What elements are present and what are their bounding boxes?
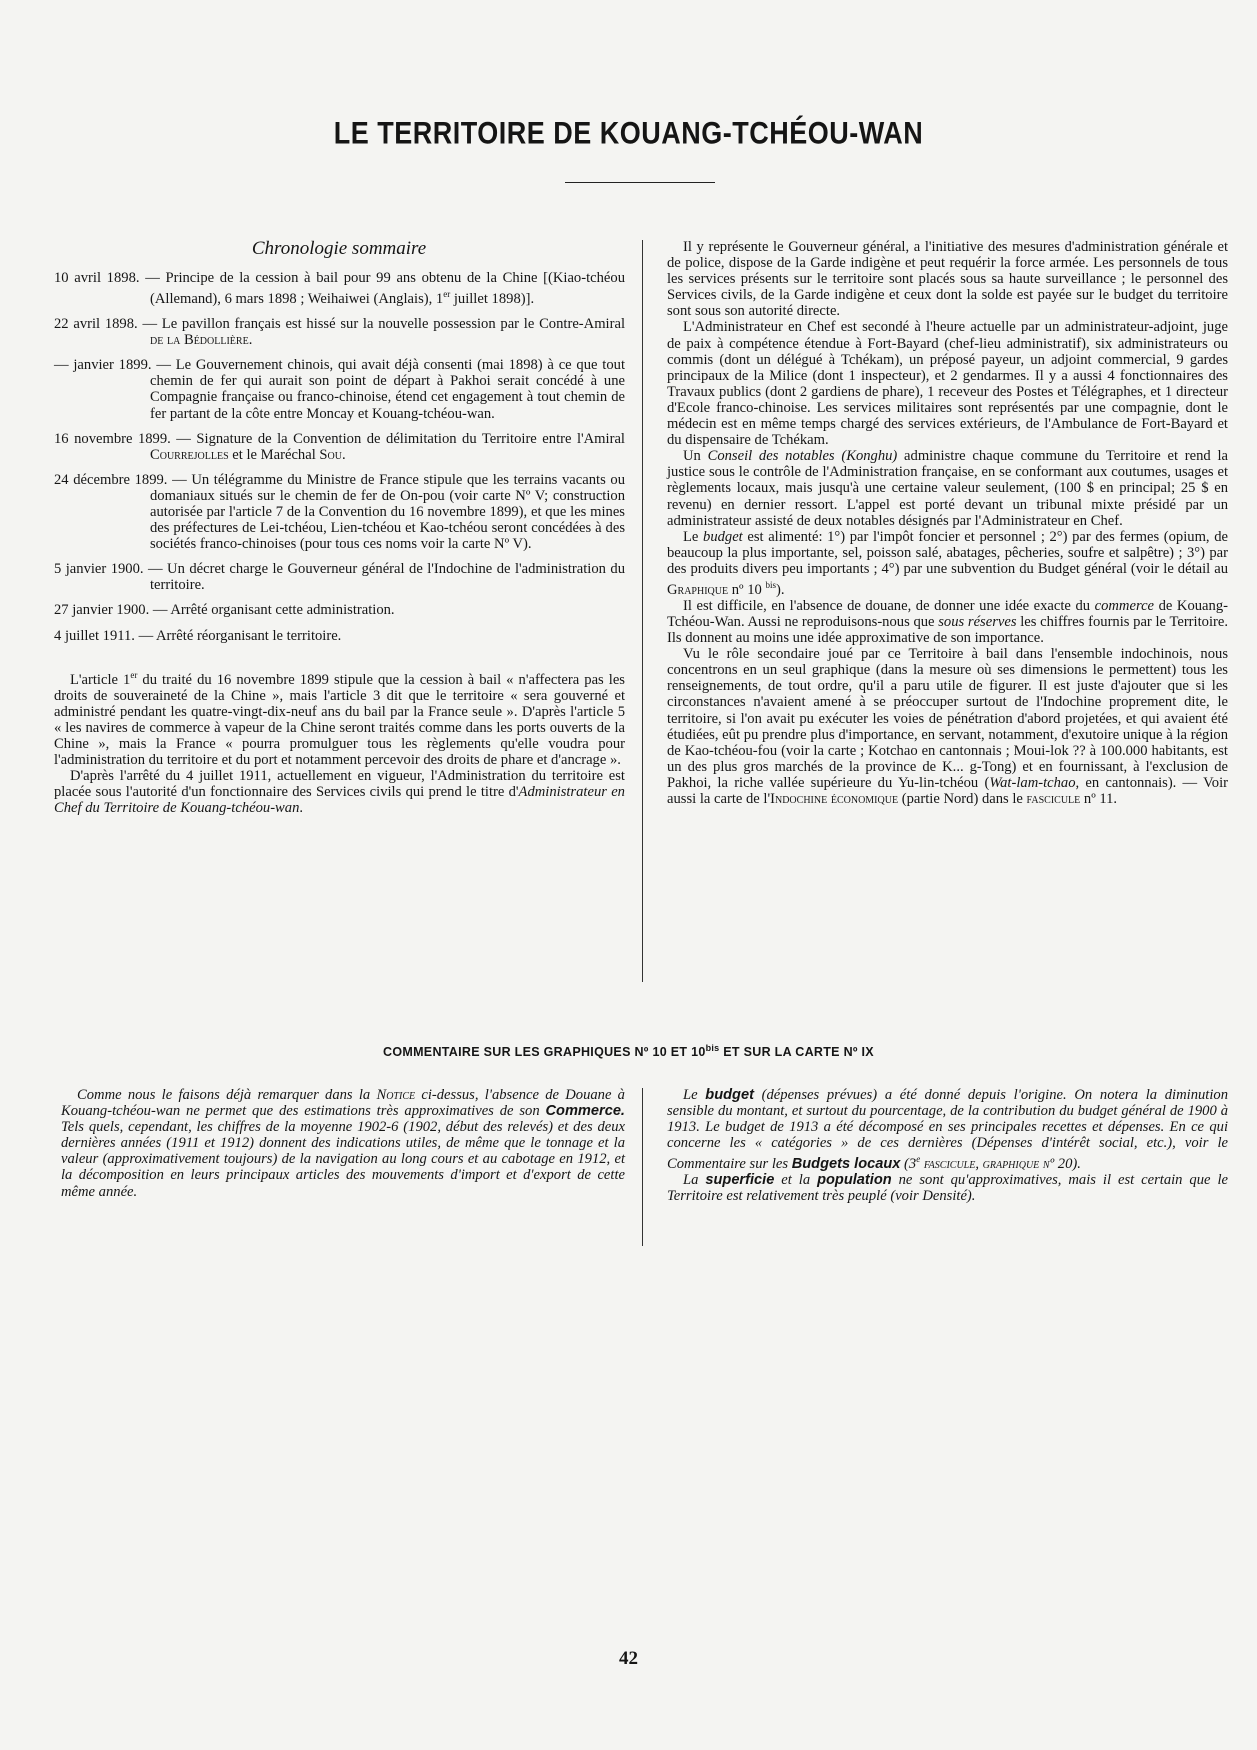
text-segment: Graphique xyxy=(667,581,729,598)
text-segment: L'article 1 xyxy=(70,671,131,688)
text-segment: — Le Gouvernement chinois, qui avait déjà consenti (mai 1898) à ce que tout chemin de fer qui aurait son point de départ à Pakhoi serait concédé à une Compagnie française ou franco-chinoise, étend cet engagement à tout chemin de fer partant de la côte entre Moncay et Kouang-tchéou-wan. xyxy=(150,357,625,422)
text-segment: bis xyxy=(765,579,776,590)
chronology-entry xyxy=(54,316,625,348)
text-segment: Comme nous le faisons déjà remarquer dans la xyxy=(77,1087,377,1103)
paragraph xyxy=(667,319,1228,448)
text-segment: ). xyxy=(776,581,785,598)
section-heading-b: ET SUR LA CARTE Nº IX xyxy=(719,1045,874,1060)
right-column xyxy=(667,239,1228,807)
text-segment: Courrejolles xyxy=(150,446,229,463)
text-segment: ci-dessus, l'absence de Douane à Kouang-tchéou-wan ne permet que des estimations très approximatives de son xyxy=(61,1087,625,1120)
text-segment: nº 11. xyxy=(1080,791,1118,808)
paragraph xyxy=(54,667,625,768)
text-segment: administre chaque commune du Territoire et rend la justice sous le contrôle de l'Administration française, en se conformant aux coutumes, usages et règlements locaux, mais jusqu'à une certaine valeur seulement, (100 $ en principal; 25 $ en revenu) en dernier ressort. L'appel est porté devant un tribunal mixte présidé par un administrateur assisté de deux notables désignés par l'Administrateur en Chef. xyxy=(667,448,1228,529)
chronology-entry xyxy=(54,602,625,618)
section-heading-sup: bis xyxy=(705,1043,720,1053)
paragraph xyxy=(667,598,1228,646)
text-segment: Il est difficile, en l'absence de douane, de donner une idée exacte du xyxy=(683,597,1095,614)
chronology-heading: Chronologie sommaire xyxy=(251,238,427,259)
paragraph xyxy=(61,1087,625,1200)
text-segment: Un xyxy=(683,448,708,465)
paragraph xyxy=(54,768,625,816)
text-segment: Indochine économique xyxy=(770,791,899,808)
text-segment: sous réserves xyxy=(938,614,1017,631)
text-segment: (3 xyxy=(900,1156,917,1173)
text-segment: Conseil des notables (Konghu) xyxy=(707,448,898,465)
text-segment: fascicule xyxy=(1026,791,1081,808)
text-segment: Budgets locaux xyxy=(791,1156,901,1173)
text-segment: population xyxy=(817,1172,892,1189)
text-segment: (dépenses prévues) a été donné depuis l'origine. On notera la diminution sensible du montant, et surtout du pourcentage, de la contribution du budget général de 1900 à 1913. Le budget de 1913 a été décomposé en ses principales recettes et dépenses. En ce qui concerne les « catégories » de ces dernières (Dépenses d'intérêt social, etc.), voir le Commentaire sur les xyxy=(667,1087,1228,1173)
text-segment: commerce xyxy=(1094,597,1155,614)
text-segment: . xyxy=(341,446,346,463)
text-segment: Administrateur en Chef du Territoire de Kouang-tchéou-wan xyxy=(54,784,625,817)
title-rule xyxy=(565,182,715,183)
bottom-right-column xyxy=(667,1087,1228,1205)
text-segment: du traité du 16 novembre 1899 stipule que la cession à bail « n'affectera pas les droits de souveraineté de la Chine », mais l'article 3 dit que le territoire « sera gouverné et administré pendant les quatre-vingt-dix-neuf ans du bail par la France seule ». D'après l'article 5 « les navires de commerce à vapeur de la Chine seront traités comme dans les ports ouverts de la Chine », mais la France « pourra promulguer tous les règlements qu'elle voudra pour l'administration du territoire et du port et notamment percevoir des droits de phare et d'ancrage ». xyxy=(54,671,625,768)
text-segment: er xyxy=(130,669,138,680)
paragraph xyxy=(667,448,1228,528)
paragraph xyxy=(667,1087,1228,1172)
left-column xyxy=(54,270,625,816)
chronology-entry xyxy=(54,472,625,552)
entry-date: — janvier 1899. xyxy=(54,357,152,374)
text-segment: budget xyxy=(703,528,743,545)
section-heading-a: COMMENTAIRE SUR LES GRAPHIQUES Nº 10 ET 10 xyxy=(383,1045,706,1060)
text-segment: les chiffres fournis par le Territoire. Ils donnent au moins une idée approximative de son importance. xyxy=(667,614,1228,647)
text-segment: Le xyxy=(683,1087,706,1103)
text-segment: de la Bédollière xyxy=(150,332,249,349)
text-segment: Il y représente le Gouverneur général, a l'initiative des mesures d'administration générale et de police, dispose de la Garde indigène et peut requérir la force armée. Les personnels de tous les services présents sur le territoire sont placés sous sa haute surveillance ; le personnel des Services civils, de la Garde indigène et ceux dont la solde est payée sur le budget du territoire sont sous son autorité directe. xyxy=(667,239,1228,320)
paragraph xyxy=(667,1172,1228,1204)
chronology-entry xyxy=(54,431,625,463)
text-segment: Vu le rôle secondaire joué par ce Territoire à bail dans l'ensemble indochinois, nous concentrons en un seul graphique (dans la mesure où ses dimensions le permettent) tous les renseignements, de tout ordre, qu'il a paru utile de figurer. Il est juste d'ajouter que si les circonstances n'avaient amené à se préoccuper surtout de l'Indochine proprement dite, le territoire, si l'on avait pu exécuter les voies de pénétration d'abord projetées, et qui avaient été étudiées, eût pu prendre plus d'importance, en servant, notamment, d'exutoire unique à la région de Kao-tchéou-fou (voir la carte ; Kotchao en cantonnais ; Moui-lok ?? à 100.000 habitants, est un des plus gros marchés de la province de K... g-Tong) et en fournissant, à l'exclusion de Pakhoi, la riche vallée supérieure du Yu-lin-tchéou ( xyxy=(667,646,1228,791)
entry-date: 22 avril 1898. xyxy=(54,316,138,333)
text-segment: ne sont qu'approximatives, mais il est certain que le Territoire est relativement très peuplé (voir Densité). xyxy=(667,1172,1228,1205)
text-segment: juillet 1898)]. xyxy=(450,290,535,307)
text-segment: — Arrêté réorganisant le territoire. xyxy=(134,627,342,644)
text-segment: Notice xyxy=(376,1087,416,1103)
text-segment: et le Maréchal xyxy=(228,446,320,463)
text-segment: L'Administrateur en Chef est secondé à l'heure actuelle par un administrateur-adjoint, juge de paix à compétence étendue à Fort-Bayard (chef-lieu administratif), six administrateurs ou commis (dont un délégué à Tchékam), un préposé payeur, un adjoint commercial, 9 gardes principaux de la Milice (dont 1 inspecteur), et 2 gendarmes. Il y a aussi 4 fonctionnaires des Travaux publics (dont 2 gardiens de phare), 1 receveur des Postes et Télégraphes, et 1 directeur d'Ecole franco-chinoise. Les services militaires sont représentés par une compagnie, dont le médecin est en même temps chargé des services extérieurs, de l'Ambulance de Fort-Bayard et du dispensaire de Tchékam. xyxy=(667,319,1228,449)
text-segment: — Principe de la cession à bail pour 99 ans obtenu de la Chine [(Kiao-tchéou (Allemand), 6 mars 1898 ; Weihaiwei (Anglais), 1 xyxy=(139,270,625,307)
chronology-list xyxy=(54,270,625,644)
text-segment: — Signature de la Convention de délimitation du Territoire entre l'Amiral xyxy=(170,430,625,447)
chronology-entry xyxy=(54,561,625,593)
text-segment: — Un télégramme du Ministre de France stipule que les terrains vacants ou domaniaux situés sur le chemin de fer de On-pou (voir carte Nº V; construction autorisée par l'article 7 de la Convention du 16 novembre 1899), et que les mines des préfectures de Lei-tchéou, Lien-tchéou et Kao-tchéou seront concédées à des sociétés franco-chinoises (pour tous ces noms voir la carte Nº V). xyxy=(150,471,625,553)
text-segment: (partie Nord) dans le xyxy=(898,791,1027,808)
text-segment: Wat-lam-tchao xyxy=(989,774,1076,791)
bottom-left-column xyxy=(61,1087,625,1200)
text-segment: — Arrêté organisant cette administration. xyxy=(149,602,395,619)
entry-date: 16 novembre 1899. xyxy=(54,430,171,447)
chronology-entry xyxy=(54,270,625,307)
text-segment: Le xyxy=(683,528,704,545)
left-paragraphs xyxy=(54,667,625,817)
column-divider xyxy=(642,240,643,982)
text-segment: — Le pavillon français est hissé sur la nouvelle possession par le Contre-Amiral xyxy=(137,316,625,333)
column-divider-bottom xyxy=(642,1088,643,1246)
text-segment: fascicule, graphique nº 20). xyxy=(920,1156,1081,1173)
text-segment: D'après l'arrêté du 4 juillet 1911, actuellement en vigueur, l'Administration du territoire est placée sous l'autorité d'un fonctionnaire des Services civils qui prend le titre d' xyxy=(54,768,625,801)
text-segment: Commerce. xyxy=(545,1103,625,1120)
text-segment: est alimenté: 1°) par l'impôt foncier et personnel ; 2°) par des fermes (opium, de beaucoup la plus importante, sel, poisson salé, abatages, pêcheries, soufre et salpêtre) ; 3°) par des produits divers peu importants ; 4°) par une subvention du Budget général (voir le détail au xyxy=(667,528,1228,577)
page-title: LE TERRITOIRE DE KOUANG-TCHÉOU-WAN xyxy=(333,115,924,151)
text-segment: er xyxy=(443,289,451,300)
text-segment: — Un décret charge le Gouverneur général de l'Indochine de l'administration du territoire. xyxy=(143,561,625,594)
paragraph xyxy=(667,529,1228,598)
entry-date: 24 décembre 1899. xyxy=(54,471,168,488)
section-heading xyxy=(0,1043,1257,1059)
text-segment: La xyxy=(683,1172,706,1189)
text-segment: e xyxy=(916,1154,921,1165)
text-segment: Sou xyxy=(319,446,342,463)
entry-date: 5 janvier 1900. xyxy=(54,561,144,578)
page-number: 42 xyxy=(619,1648,638,1669)
text-segment: . xyxy=(248,332,253,349)
text-segment: nº 10 xyxy=(728,581,766,598)
paragraph xyxy=(667,646,1228,807)
text-segment: et la xyxy=(774,1172,818,1189)
entry-date: 4 juillet 1911. xyxy=(54,627,135,644)
chronology-entry xyxy=(54,357,625,421)
entry-date: 27 janvier 1900. xyxy=(54,602,150,619)
text-segment: . xyxy=(299,800,304,817)
text-segment: Tels quels, cependant, les chiffres de la moyenne 1902-6 (1902, début des relevés) et des deux dernières années (1911 et 1912) donnent des indications utiles, de même que le tonnage et la valeur (approximativement toujours) de la navigation au long cours et au cabotage en 1912, et la décomposition en leurs principaux articles des mouvements d'import et d'export de cette même année. xyxy=(61,1119,625,1200)
chronology-entry xyxy=(54,628,625,644)
entry-date: 10 avril 1898. xyxy=(54,270,140,286)
paragraph xyxy=(667,239,1228,319)
text-segment: budget xyxy=(705,1087,754,1103)
text-segment: superficie xyxy=(705,1172,775,1189)
text-segment: , en cantonnais). — Voir aussi la carte de l' xyxy=(667,774,1228,808)
text-segment: de Kouang-Tchéou-Wan. Aussi ne reproduisons-nous que xyxy=(667,597,1228,631)
